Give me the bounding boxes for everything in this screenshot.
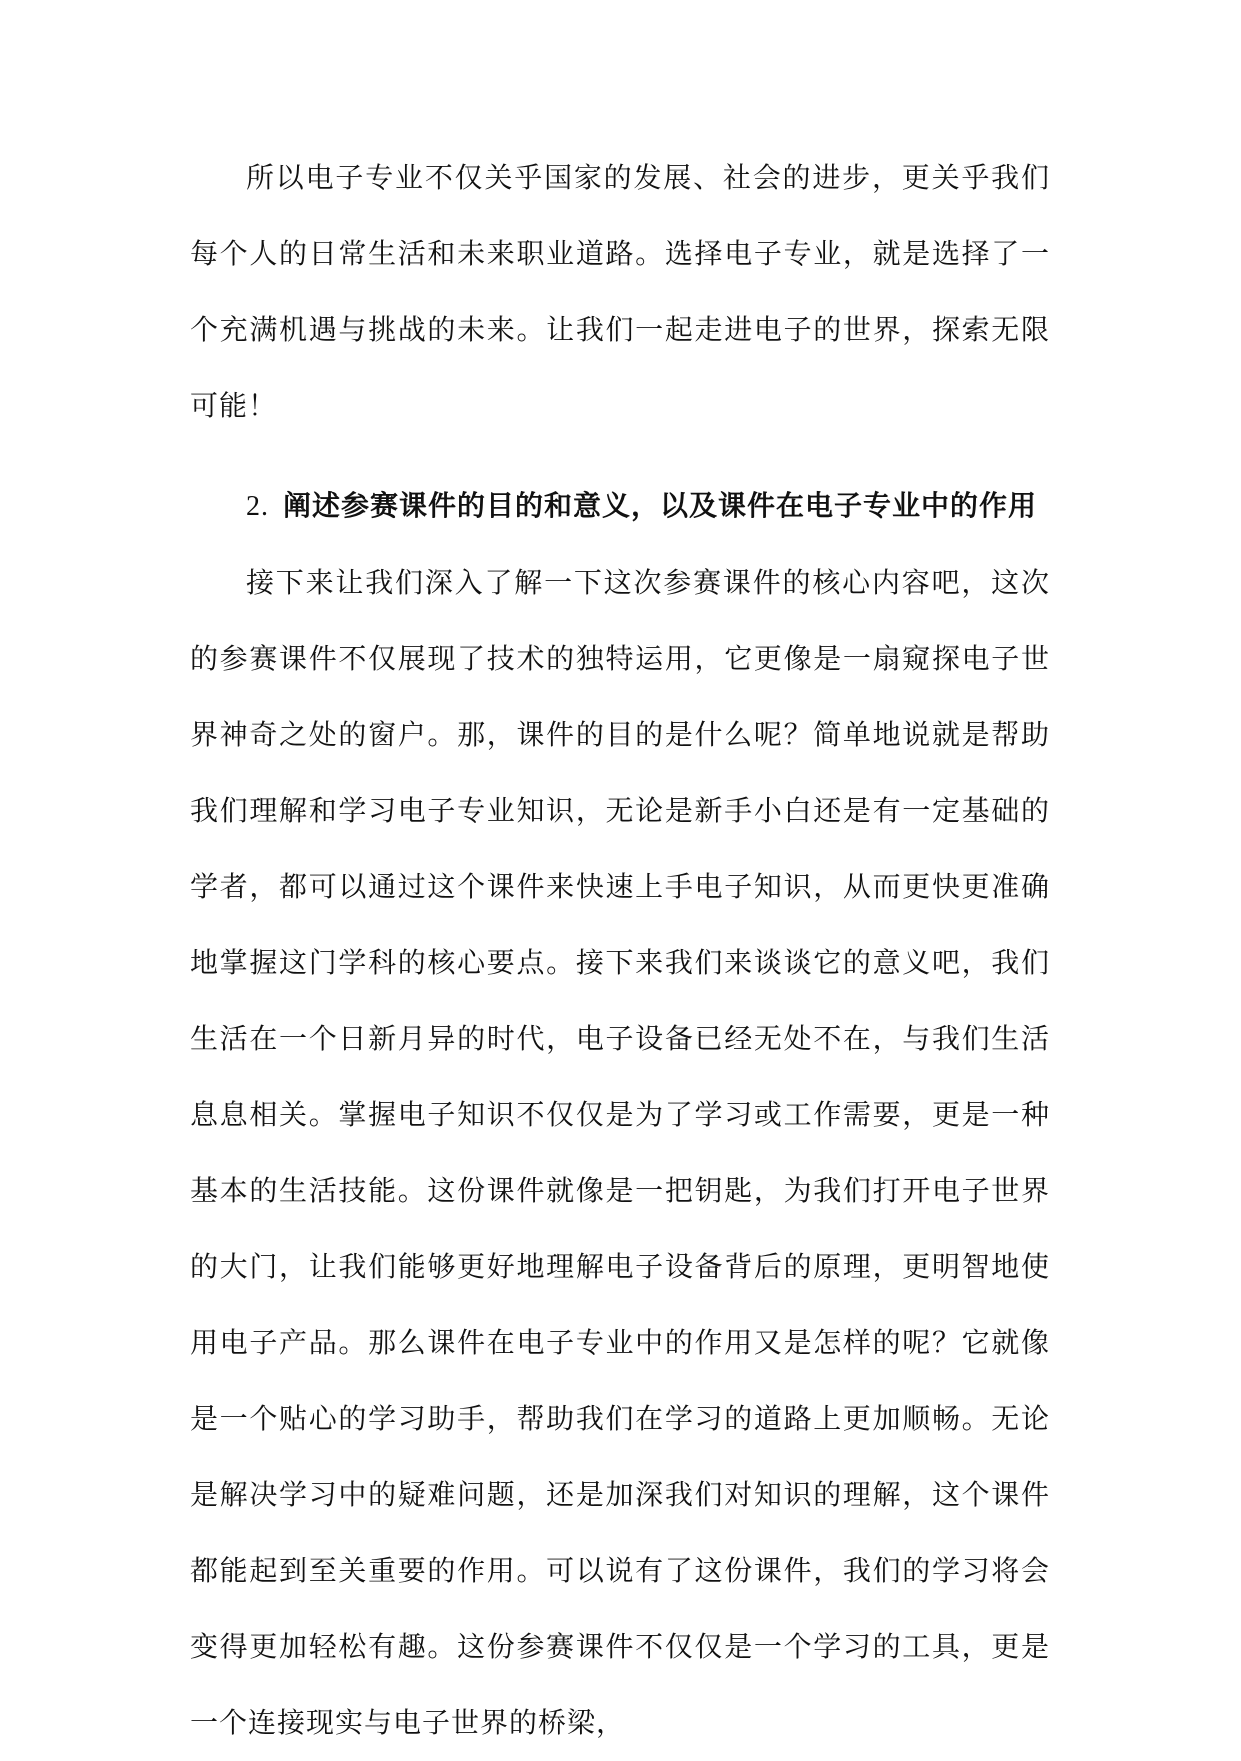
document-body: [190, 140, 1050, 1761]
section-title: 阐述参赛课件的目的和意义，以及课件在电子专业中的作用: [283, 489, 1038, 522]
paragraph-conclusion: 所以电子专业不仅关乎国家的发展、社会的进步，更关乎我们每个人的日常生活和未来职业道路。选择电子专业，就是选择了一个充满机遇与挑战的未来。让我们一起走进电子的世界，探索无限可能！: [190, 161, 1050, 422]
paragraph-courseware-purpose: 接下来让我们深入了解一下这次参赛课件的核心内容吧，这次的参赛课件不仅展现了技术的独特运用，它更像是一扇窥探电子世界神奇之处的窗户。那，课件的目的是什么呢？简单地说就是帮助我们理解和学习电子专业知识，无论是新手小白还是有一定基础的学者，都可以通过这个课件来快速上手电子知识，从而更快更准确地掌握这门学科的核心要点。接下来我们来谈谈它的意义吧，我们生活在一个日新月异的时代，电子设备已经无处不在，与我们生活息息相关。掌握电子知识不仅仅是为了学习或工作需要，更是一种基本的生活技能。这份课件就像是一把钥匙，为我们打开电子世界的大门，让我们能够更好地理解电子设备背后的原理，更明智地使用电子产品。那么课件在电子专业中的作用又是怎样的呢？它就像是一个贴心的学习助手，帮助我们在学习的道路上更加顺畅。无论是解决学习中的疑难问题，还是加深我们对知识的理解，这个课件都能起到至关重要的作用。可以说有了这份课件，我们的学习将会变得更加轻松有趣。这份参赛课件不仅仅是一个学习的工具，更是一个连接现实与电子世界的桥梁，: [190, 566, 1050, 1739]
section-number: 2.: [246, 491, 269, 522]
section-heading: [190, 468, 1050, 545]
